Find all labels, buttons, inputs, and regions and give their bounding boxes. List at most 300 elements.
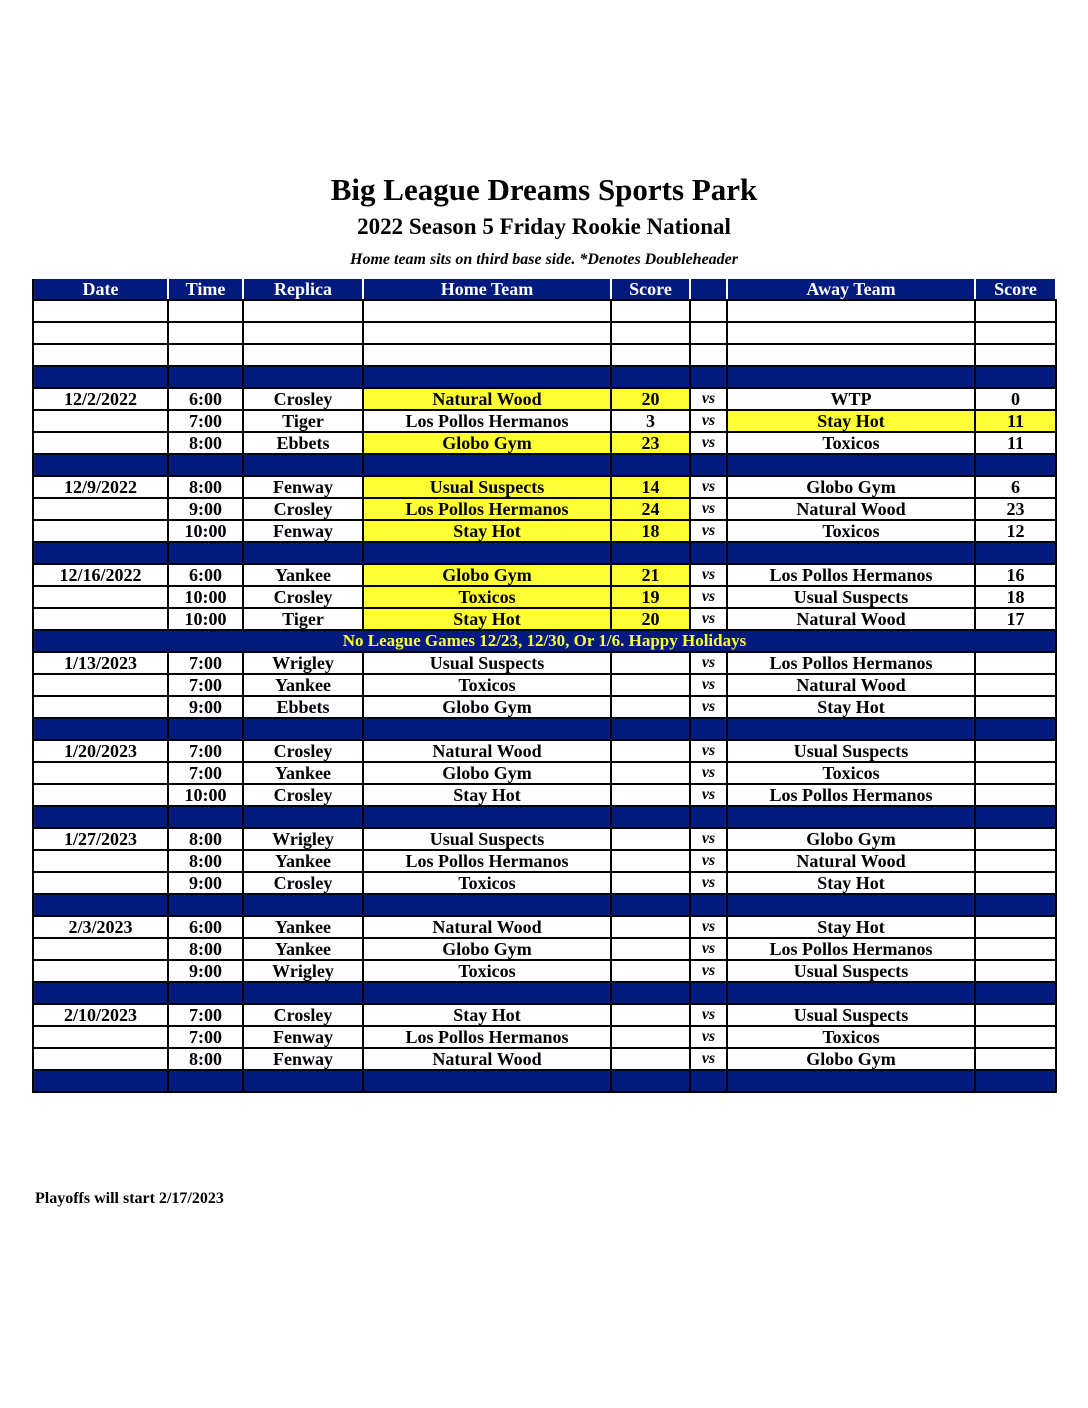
separator-row — [33, 454, 1056, 476]
replica-cell — [243, 542, 363, 564]
away-score-cell — [975, 960, 1056, 982]
vs-cell: vs — [690, 828, 727, 850]
home-score-cell — [611, 850, 690, 872]
home-score-cell: 14 — [611, 476, 690, 498]
game-row — [33, 916, 1056, 938]
away-team-cell — [727, 366, 975, 388]
away-score-cell — [975, 784, 1056, 806]
home-team-cell — [363, 982, 611, 1004]
away-team-cell: Globo Gym — [727, 1048, 975, 1070]
home-team-cell — [363, 344, 611, 366]
home-score-cell: 19 — [611, 586, 690, 608]
date-cell — [33, 608, 168, 630]
date-cell: 12/2/2022 — [33, 388, 168, 410]
home-score-cell — [611, 894, 690, 916]
separator-row — [33, 806, 1056, 828]
away-team-cell: WTP — [727, 388, 975, 410]
away-team-cell: Usual Suspects — [727, 740, 975, 762]
vs-cell — [690, 344, 727, 366]
home-team-cell — [363, 542, 611, 564]
home-score-cell — [611, 916, 690, 938]
away-team-cell: Los Pollos Hermanos — [727, 938, 975, 960]
home-score-cell — [611, 322, 690, 344]
vs-cell — [690, 322, 727, 344]
date-cell — [33, 498, 168, 520]
time-cell: 8:00 — [168, 828, 243, 850]
away-team-cell: Stay Hot — [727, 696, 975, 718]
date-cell: 2/10/2023 — [33, 1004, 168, 1026]
vs-cell: vs — [690, 652, 727, 674]
time-cell: 10:00 — [168, 520, 243, 542]
home-team-cell: Natural Wood — [363, 1048, 611, 1070]
home-team-cell: Globo Gym — [363, 696, 611, 718]
time-cell — [168, 366, 243, 388]
separator-row — [33, 1070, 1056, 1092]
date-cell — [33, 674, 168, 696]
separator-row — [33, 366, 1056, 388]
away-team-cell: Stay Hot — [727, 410, 975, 432]
away-score-cell — [975, 718, 1056, 740]
vs-cell: vs — [690, 872, 727, 894]
game-row — [33, 432, 1056, 454]
time-cell — [168, 300, 243, 322]
vs-cell: vs — [690, 1004, 727, 1026]
time-cell: 7:00 — [168, 1004, 243, 1026]
away-score-cell: 16 — [975, 564, 1056, 586]
away-team-cell — [727, 806, 975, 828]
page-subtitle: 2022 Season 5 Friday Rookie National — [357, 214, 731, 239]
away-team-cell: Natural Wood — [727, 498, 975, 520]
away-score-cell — [975, 894, 1056, 916]
vs-cell: vs — [690, 388, 727, 410]
blank-row — [33, 344, 1056, 366]
away-team-cell: Toxicos — [727, 432, 975, 454]
replica-cell: Crosley — [243, 388, 363, 410]
home-score-cell — [611, 828, 690, 850]
game-row — [33, 762, 1056, 784]
game-row — [33, 564, 1056, 586]
home-team-cell: Toxicos — [363, 674, 611, 696]
replica-cell: Ebbets — [243, 696, 363, 718]
page-title: Big League Dreams Sports Park — [330, 172, 758, 207]
separator-row — [33, 894, 1056, 916]
date-cell: 12/9/2022 — [33, 476, 168, 498]
home-score-cell — [611, 1004, 690, 1026]
playoffs-note: Playoffs will start 2/17/2023 — [35, 1190, 224, 1207]
time-cell: 9:00 — [168, 960, 243, 982]
time-cell — [168, 806, 243, 828]
away-team-cell — [727, 322, 975, 344]
vs-cell: vs — [690, 520, 727, 542]
away-score-cell — [975, 344, 1056, 366]
replica-cell: Tiger — [243, 608, 363, 630]
away-team-cell — [727, 454, 975, 476]
schedule-body — [33, 300, 1056, 1092]
vs-cell: vs — [690, 762, 727, 784]
vs-cell: vs — [690, 740, 727, 762]
game-row — [33, 828, 1056, 850]
replica-cell — [243, 300, 363, 322]
replica-cell: Tiger — [243, 410, 363, 432]
home-team-cell — [363, 454, 611, 476]
home-score-cell — [611, 542, 690, 564]
col-home-team: Home Team — [363, 278, 611, 300]
date-cell — [33, 366, 168, 388]
date-cell — [33, 872, 168, 894]
home-team-cell: Usual Suspects — [363, 476, 611, 498]
home-team-cell: Usual Suspects — [363, 828, 611, 850]
time-cell: 6:00 — [168, 388, 243, 410]
home-team-cell: Natural Wood — [363, 916, 611, 938]
away-team-cell — [727, 300, 975, 322]
home-team-cell: Stay Hot — [363, 608, 611, 630]
vs-cell — [690, 894, 727, 916]
holiday-notice: No League Games 12/23, 12/30, Or 1/6. Happy Holidays — [33, 630, 1056, 652]
home-team-cell — [363, 1070, 611, 1092]
game-row — [33, 1026, 1056, 1048]
vs-cell: vs — [690, 938, 727, 960]
game-row — [33, 608, 1056, 630]
home-team-cell: Stay Hot — [363, 520, 611, 542]
col-away-team: Away Team — [727, 278, 975, 300]
away-score-cell — [975, 806, 1056, 828]
time-cell: 7:00 — [168, 762, 243, 784]
away-score-cell — [975, 674, 1056, 696]
home-team-cell: Los Pollos Hermanos — [363, 1026, 611, 1048]
home-team-cell: Stay Hot — [363, 1004, 611, 1026]
game-row — [33, 476, 1056, 498]
game-row — [33, 410, 1056, 432]
date-cell — [33, 960, 168, 982]
away-score-cell — [975, 938, 1056, 960]
date-cell — [33, 938, 168, 960]
vs-cell — [690, 300, 727, 322]
home-team-cell: Globo Gym — [363, 762, 611, 784]
away-team-cell: Natural Wood — [727, 850, 975, 872]
away-score-cell — [975, 872, 1056, 894]
home-score-cell — [611, 938, 690, 960]
vs-cell: vs — [690, 476, 727, 498]
replica-cell — [243, 982, 363, 1004]
vs-cell — [690, 1070, 727, 1092]
home-score-cell: 18 — [611, 520, 690, 542]
col-away-score: Score — [975, 278, 1056, 300]
blank-row — [33, 300, 1056, 322]
away-score-cell — [975, 740, 1056, 762]
away-score-cell — [975, 1004, 1056, 1026]
away-team-cell: Los Pollos Hermanos — [727, 784, 975, 806]
home-team-cell — [363, 718, 611, 740]
home-score-cell — [611, 762, 690, 784]
home-score-cell — [611, 674, 690, 696]
home-team-cell: Globo Gym — [363, 938, 611, 960]
col-time: Time — [168, 278, 243, 300]
date-cell — [33, 696, 168, 718]
time-cell — [168, 344, 243, 366]
away-score-cell: 0 — [975, 388, 1056, 410]
replica-cell — [243, 718, 363, 740]
date-cell: 12/16/2022 — [33, 564, 168, 586]
game-row — [33, 652, 1056, 674]
col-vs — [690, 278, 727, 300]
away-team-cell — [727, 982, 975, 1004]
home-team-cell — [363, 322, 611, 344]
date-cell — [33, 982, 168, 1004]
replica-cell: Fenway — [243, 476, 363, 498]
home-score-cell — [611, 982, 690, 1004]
away-score-cell — [975, 1026, 1056, 1048]
replica-cell — [243, 894, 363, 916]
away-score-cell: 12 — [975, 520, 1056, 542]
game-row — [33, 498, 1056, 520]
away-team-cell — [727, 718, 975, 740]
away-score-cell: 23 — [975, 498, 1056, 520]
away-score-cell — [975, 850, 1056, 872]
replica-cell: Yankee — [243, 938, 363, 960]
away-score-cell: 18 — [975, 586, 1056, 608]
time-cell: 8:00 — [168, 432, 243, 454]
vs-cell — [690, 806, 727, 828]
replica-cell — [243, 366, 363, 388]
time-cell: 7:00 — [168, 652, 243, 674]
replica-cell: Fenway — [243, 1026, 363, 1048]
away-score-cell — [975, 542, 1056, 564]
away-team-cell: Stay Hot — [727, 916, 975, 938]
date-cell — [33, 784, 168, 806]
game-row — [33, 1048, 1056, 1070]
date-cell: 1/13/2023 — [33, 652, 168, 674]
date-cell — [33, 520, 168, 542]
replica-cell — [243, 344, 363, 366]
time-cell: 8:00 — [168, 476, 243, 498]
home-score-cell — [611, 652, 690, 674]
vs-cell: vs — [690, 586, 727, 608]
home-score-cell: 24 — [611, 498, 690, 520]
time-cell — [168, 1070, 243, 1092]
game-row — [33, 960, 1056, 982]
date-cell: 1/27/2023 — [33, 828, 168, 850]
replica-cell: Yankee — [243, 564, 363, 586]
date-cell — [33, 806, 168, 828]
away-team-cell — [727, 542, 975, 564]
time-cell: 7:00 — [168, 674, 243, 696]
away-team-cell: Usual Suspects — [727, 960, 975, 982]
time-cell: 10:00 — [168, 586, 243, 608]
away-team-cell: Natural Wood — [727, 674, 975, 696]
home-team-cell — [363, 806, 611, 828]
home-score-cell — [611, 1026, 690, 1048]
home-score-cell — [611, 806, 690, 828]
away-team-cell: Los Pollos Hermanos — [727, 652, 975, 674]
replica-cell: Crosley — [243, 784, 363, 806]
time-cell — [168, 982, 243, 1004]
game-row — [33, 1004, 1056, 1026]
vs-cell — [690, 366, 727, 388]
time-cell: 8:00 — [168, 850, 243, 872]
replica-cell: Crosley — [243, 498, 363, 520]
time-cell: 6:00 — [168, 564, 243, 586]
time-cell: 6:00 — [168, 916, 243, 938]
away-score-cell: 11 — [975, 410, 1056, 432]
time-cell: 9:00 — [168, 498, 243, 520]
home-team-cell: Natural Wood — [363, 740, 611, 762]
away-score-cell: 17 — [975, 608, 1056, 630]
away-score-cell — [975, 322, 1056, 344]
time-cell: 8:00 — [168, 938, 243, 960]
replica-cell: Yankee — [243, 674, 363, 696]
separator-row — [33, 542, 1056, 564]
home-score-cell — [611, 1048, 690, 1070]
date-cell — [33, 586, 168, 608]
replica-cell — [243, 806, 363, 828]
game-row — [33, 520, 1056, 542]
away-score-cell — [975, 366, 1056, 388]
blank-row — [33, 322, 1056, 344]
home-team-cell: Globo Gym — [363, 432, 611, 454]
time-cell: 7:00 — [168, 1026, 243, 1048]
home-score-cell — [611, 344, 690, 366]
home-score-cell: 20 — [611, 608, 690, 630]
away-score-cell — [975, 454, 1056, 476]
date-cell — [33, 300, 168, 322]
away-team-cell: Usual Suspects — [727, 1004, 975, 1026]
away-score-cell — [975, 1070, 1056, 1092]
col-date: Date — [33, 278, 168, 300]
home-team-cell: Los Pollos Hermanos — [363, 410, 611, 432]
game-row — [33, 586, 1056, 608]
game-row — [33, 784, 1056, 806]
replica-cell: Crosley — [243, 586, 363, 608]
home-score-cell — [611, 784, 690, 806]
home-team-cell: Toxicos — [363, 586, 611, 608]
home-score-cell: 20 — [611, 388, 690, 410]
date-cell — [33, 894, 168, 916]
date-cell — [33, 322, 168, 344]
away-team-cell — [727, 894, 975, 916]
game-row — [33, 674, 1056, 696]
replica-cell: Fenway — [243, 520, 363, 542]
date-cell — [33, 850, 168, 872]
vs-cell: vs — [690, 1026, 727, 1048]
vs-cell: vs — [690, 498, 727, 520]
home-team-cell: Toxicos — [363, 960, 611, 982]
home-team-cell: Stay Hot — [363, 784, 611, 806]
replica-cell: Wrigley — [243, 828, 363, 850]
home-team-cell: Toxicos — [363, 872, 611, 894]
home-team-cell — [363, 894, 611, 916]
date-cell — [33, 410, 168, 432]
time-cell: 8:00 — [168, 1048, 243, 1070]
notice-row — [33, 630, 1056, 652]
date-cell — [33, 454, 168, 476]
time-cell — [168, 322, 243, 344]
schedule-table — [32, 277, 1057, 1093]
game-row — [33, 850, 1056, 872]
vs-cell: vs — [690, 784, 727, 806]
replica-cell: Fenway — [243, 1048, 363, 1070]
replica-cell: Yankee — [243, 762, 363, 784]
home-score-cell — [611, 696, 690, 718]
game-row — [33, 696, 1056, 718]
date-cell — [33, 542, 168, 564]
separator-row — [33, 718, 1056, 740]
date-cell — [33, 1070, 168, 1092]
vs-cell: vs — [690, 916, 727, 938]
vs-cell: vs — [690, 564, 727, 586]
replica-cell: Yankee — [243, 916, 363, 938]
game-row — [33, 872, 1056, 894]
away-score-cell — [975, 916, 1056, 938]
away-score-cell — [975, 828, 1056, 850]
time-cell: 10:00 — [168, 608, 243, 630]
away-team-cell — [727, 1070, 975, 1092]
vs-cell: vs — [690, 432, 727, 454]
away-team-cell — [727, 344, 975, 366]
time-cell: 7:00 — [168, 740, 243, 762]
away-team-cell: Globo Gym — [727, 476, 975, 498]
away-team-cell: Los Pollos Hermanos — [727, 564, 975, 586]
replica-cell — [243, 322, 363, 344]
away-score-cell: 11 — [975, 432, 1056, 454]
col-home-score: Score — [611, 278, 690, 300]
away-score-cell — [975, 300, 1056, 322]
away-team-cell: Toxicos — [727, 1026, 975, 1048]
home-team-cell: Usual Suspects — [363, 652, 611, 674]
time-cell: 9:00 — [168, 696, 243, 718]
time-cell — [168, 542, 243, 564]
replica-cell — [243, 1070, 363, 1092]
home-team-cell — [363, 366, 611, 388]
col-replica: Replica — [243, 278, 363, 300]
replica-cell — [243, 454, 363, 476]
vs-cell: vs — [690, 960, 727, 982]
away-score-cell — [975, 696, 1056, 718]
game-row — [33, 388, 1056, 410]
home-score-cell: 23 — [611, 432, 690, 454]
away-score-cell — [975, 762, 1056, 784]
date-cell: 1/20/2023 — [33, 740, 168, 762]
away-team-cell: Globo Gym — [727, 828, 975, 850]
header-row — [33, 278, 1056, 300]
vs-cell — [690, 982, 727, 1004]
schedule-note: Home team sits on third base side. *Denotes Doubleheader — [350, 251, 738, 268]
date-cell — [33, 344, 168, 366]
vs-cell: vs — [690, 410, 727, 432]
replica-cell: Crosley — [243, 1004, 363, 1026]
away-team-cell: Toxicos — [727, 520, 975, 542]
vs-cell: vs — [690, 674, 727, 696]
home-score-cell: 21 — [611, 564, 690, 586]
home-score-cell — [611, 366, 690, 388]
home-score-cell — [611, 718, 690, 740]
away-score-cell: 6 — [975, 476, 1056, 498]
vs-cell — [690, 542, 727, 564]
away-score-cell — [975, 982, 1056, 1004]
home-score-cell — [611, 740, 690, 762]
time-cell — [168, 718, 243, 740]
home-score-cell — [611, 872, 690, 894]
replica-cell: Wrigley — [243, 652, 363, 674]
vs-cell: vs — [690, 696, 727, 718]
away-team-cell: Stay Hot — [727, 872, 975, 894]
home-score-cell — [611, 1070, 690, 1092]
home-score-cell — [611, 300, 690, 322]
home-team-cell: Los Pollos Hermanos — [363, 498, 611, 520]
vs-cell — [690, 454, 727, 476]
date-cell — [33, 762, 168, 784]
vs-cell — [690, 718, 727, 740]
replica-cell: Crosley — [243, 740, 363, 762]
